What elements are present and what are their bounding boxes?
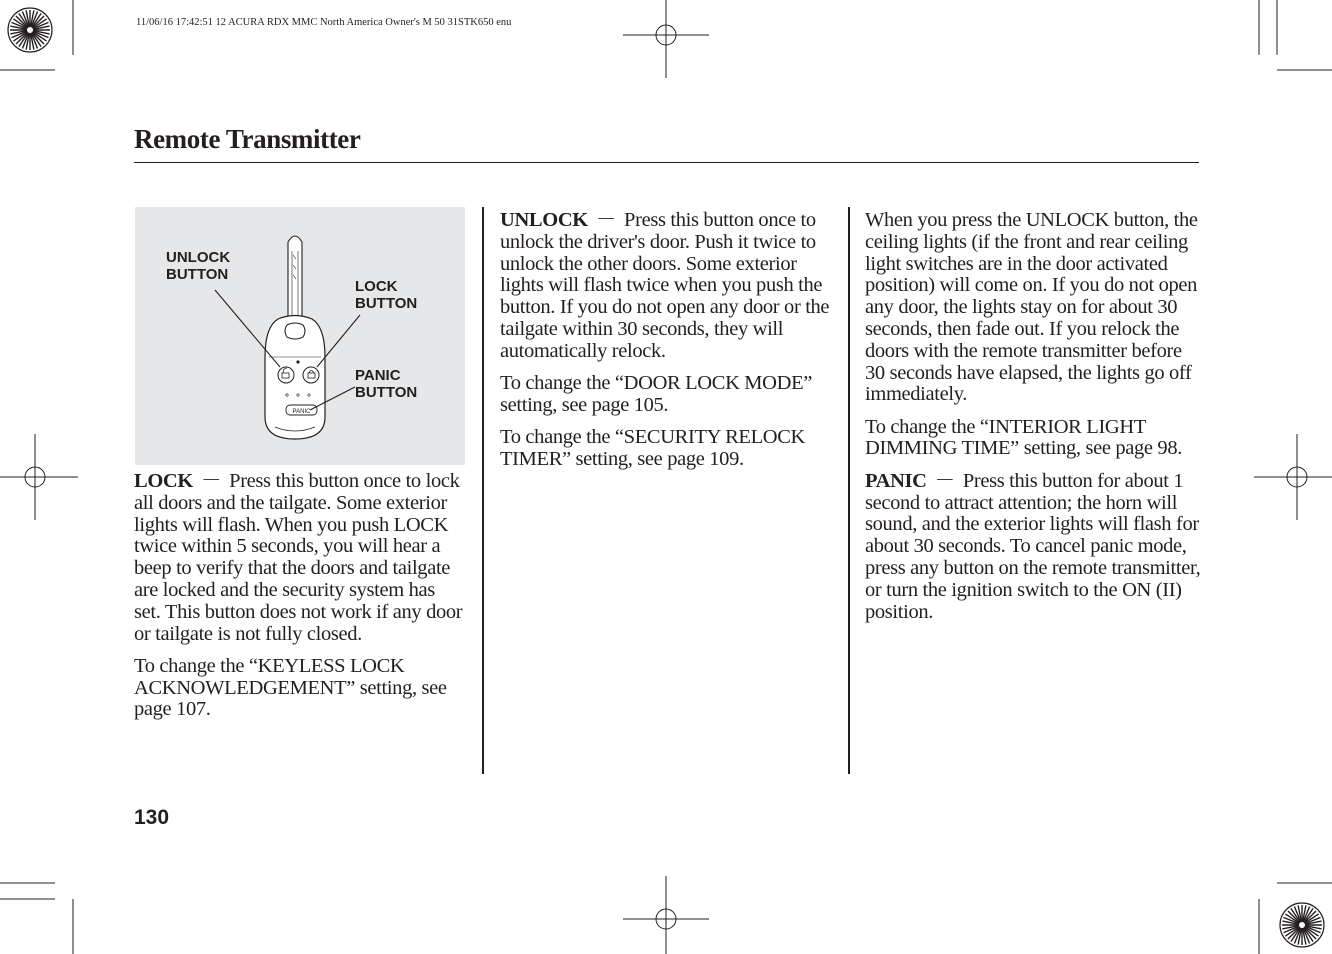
relock-note: To change the “SECURITY RELOCK TIMER” setting, see page 109. <box>500 426 805 470</box>
panic-button-label: PANIC BUTTON <box>355 367 418 401</box>
lock-term: LOCK <box>134 470 193 492</box>
column-3 <box>865 210 1203 634</box>
panic-paragraph <box>865 471 1203 624</box>
unlock-term: UNLOCK <box>500 209 588 231</box>
column-divider <box>482 207 484 774</box>
remote-transmitter-figure <box>135 207 465 465</box>
column-1 <box>134 471 466 732</box>
panic-dash: － <box>934 469 955 492</box>
unlock-button-label: UNLOCK BUTTON <box>166 249 231 283</box>
lock-dash: － <box>200 470 222 492</box>
lock-paragraph <box>134 471 466 645</box>
title-divider <box>134 162 1199 163</box>
unlock-paragraph <box>500 210 833 363</box>
panic-button-text: PANIC <box>292 409 311 415</box>
unlock-dash: － <box>595 209 617 231</box>
print-meta: 11/06/16 17:42:51 12 ACURA RDX MMC North America Owner's M 50 31STK650 enu <box>136 17 512 28</box>
key-fob-illustration <box>135 207 465 465</box>
ceiling-lights-paragraph: When you press the UNLOCK button, the ceiling lights (if the front and rear ceiling light switches are in the door activated position) will come on. If you do not open any door, the lights stay on for about 30 seconds, then fade out. If you relock the doors with the remote transmitter before 30 seconds have elapsed, the lights go off immediately. <box>865 209 1198 406</box>
panic-term: PANIC <box>865 469 927 492</box>
lock-button-label: LOCK BUTTON <box>355 278 418 312</box>
door-lock-note: To change the “DOOR LOCK MODE” setting, see page 105. <box>500 372 813 416</box>
keyless-note: To change the “KEYLESS LOCK ACKNOWLEDGEMENT” setting, see page 107. <box>134 654 447 721</box>
interior-light-note: To change the “INTERIOR LIGHT DIMMING TIME” setting, see page 98. <box>865 415 1183 460</box>
lock-text: Press this button once to lock all doors and the tailgate. Some exterior lights will flash. When you push LOCK twice within 5 seconds, you will hear a beep to verify that the doors and tailgate are locked and the security system has set. This button does not work if any door or tailgate is not fully closed. <box>134 470 463 645</box>
page-title: Remote Transmitter <box>134 124 361 154</box>
column-2 <box>500 210 833 481</box>
unlock-text: Press this button once to unlock the driver's door. Push it twice to unlock the other doors. Some exterior lights will flash twice when you push the button. If you do not open any door or the tailgate within 30 seconds, they will automatically relock. <box>500 209 830 362</box>
panic-text: Press this button for about 1 second to attract attention; the horn will sound, and the exterior lights will flash for about 30 seconds. To cancel panic mode, press any button on the remote transmitter, or turn the ignition switch to the ON (II) position. <box>865 469 1201 623</box>
page-number: 130 <box>134 806 170 829</box>
column-divider <box>848 207 850 774</box>
